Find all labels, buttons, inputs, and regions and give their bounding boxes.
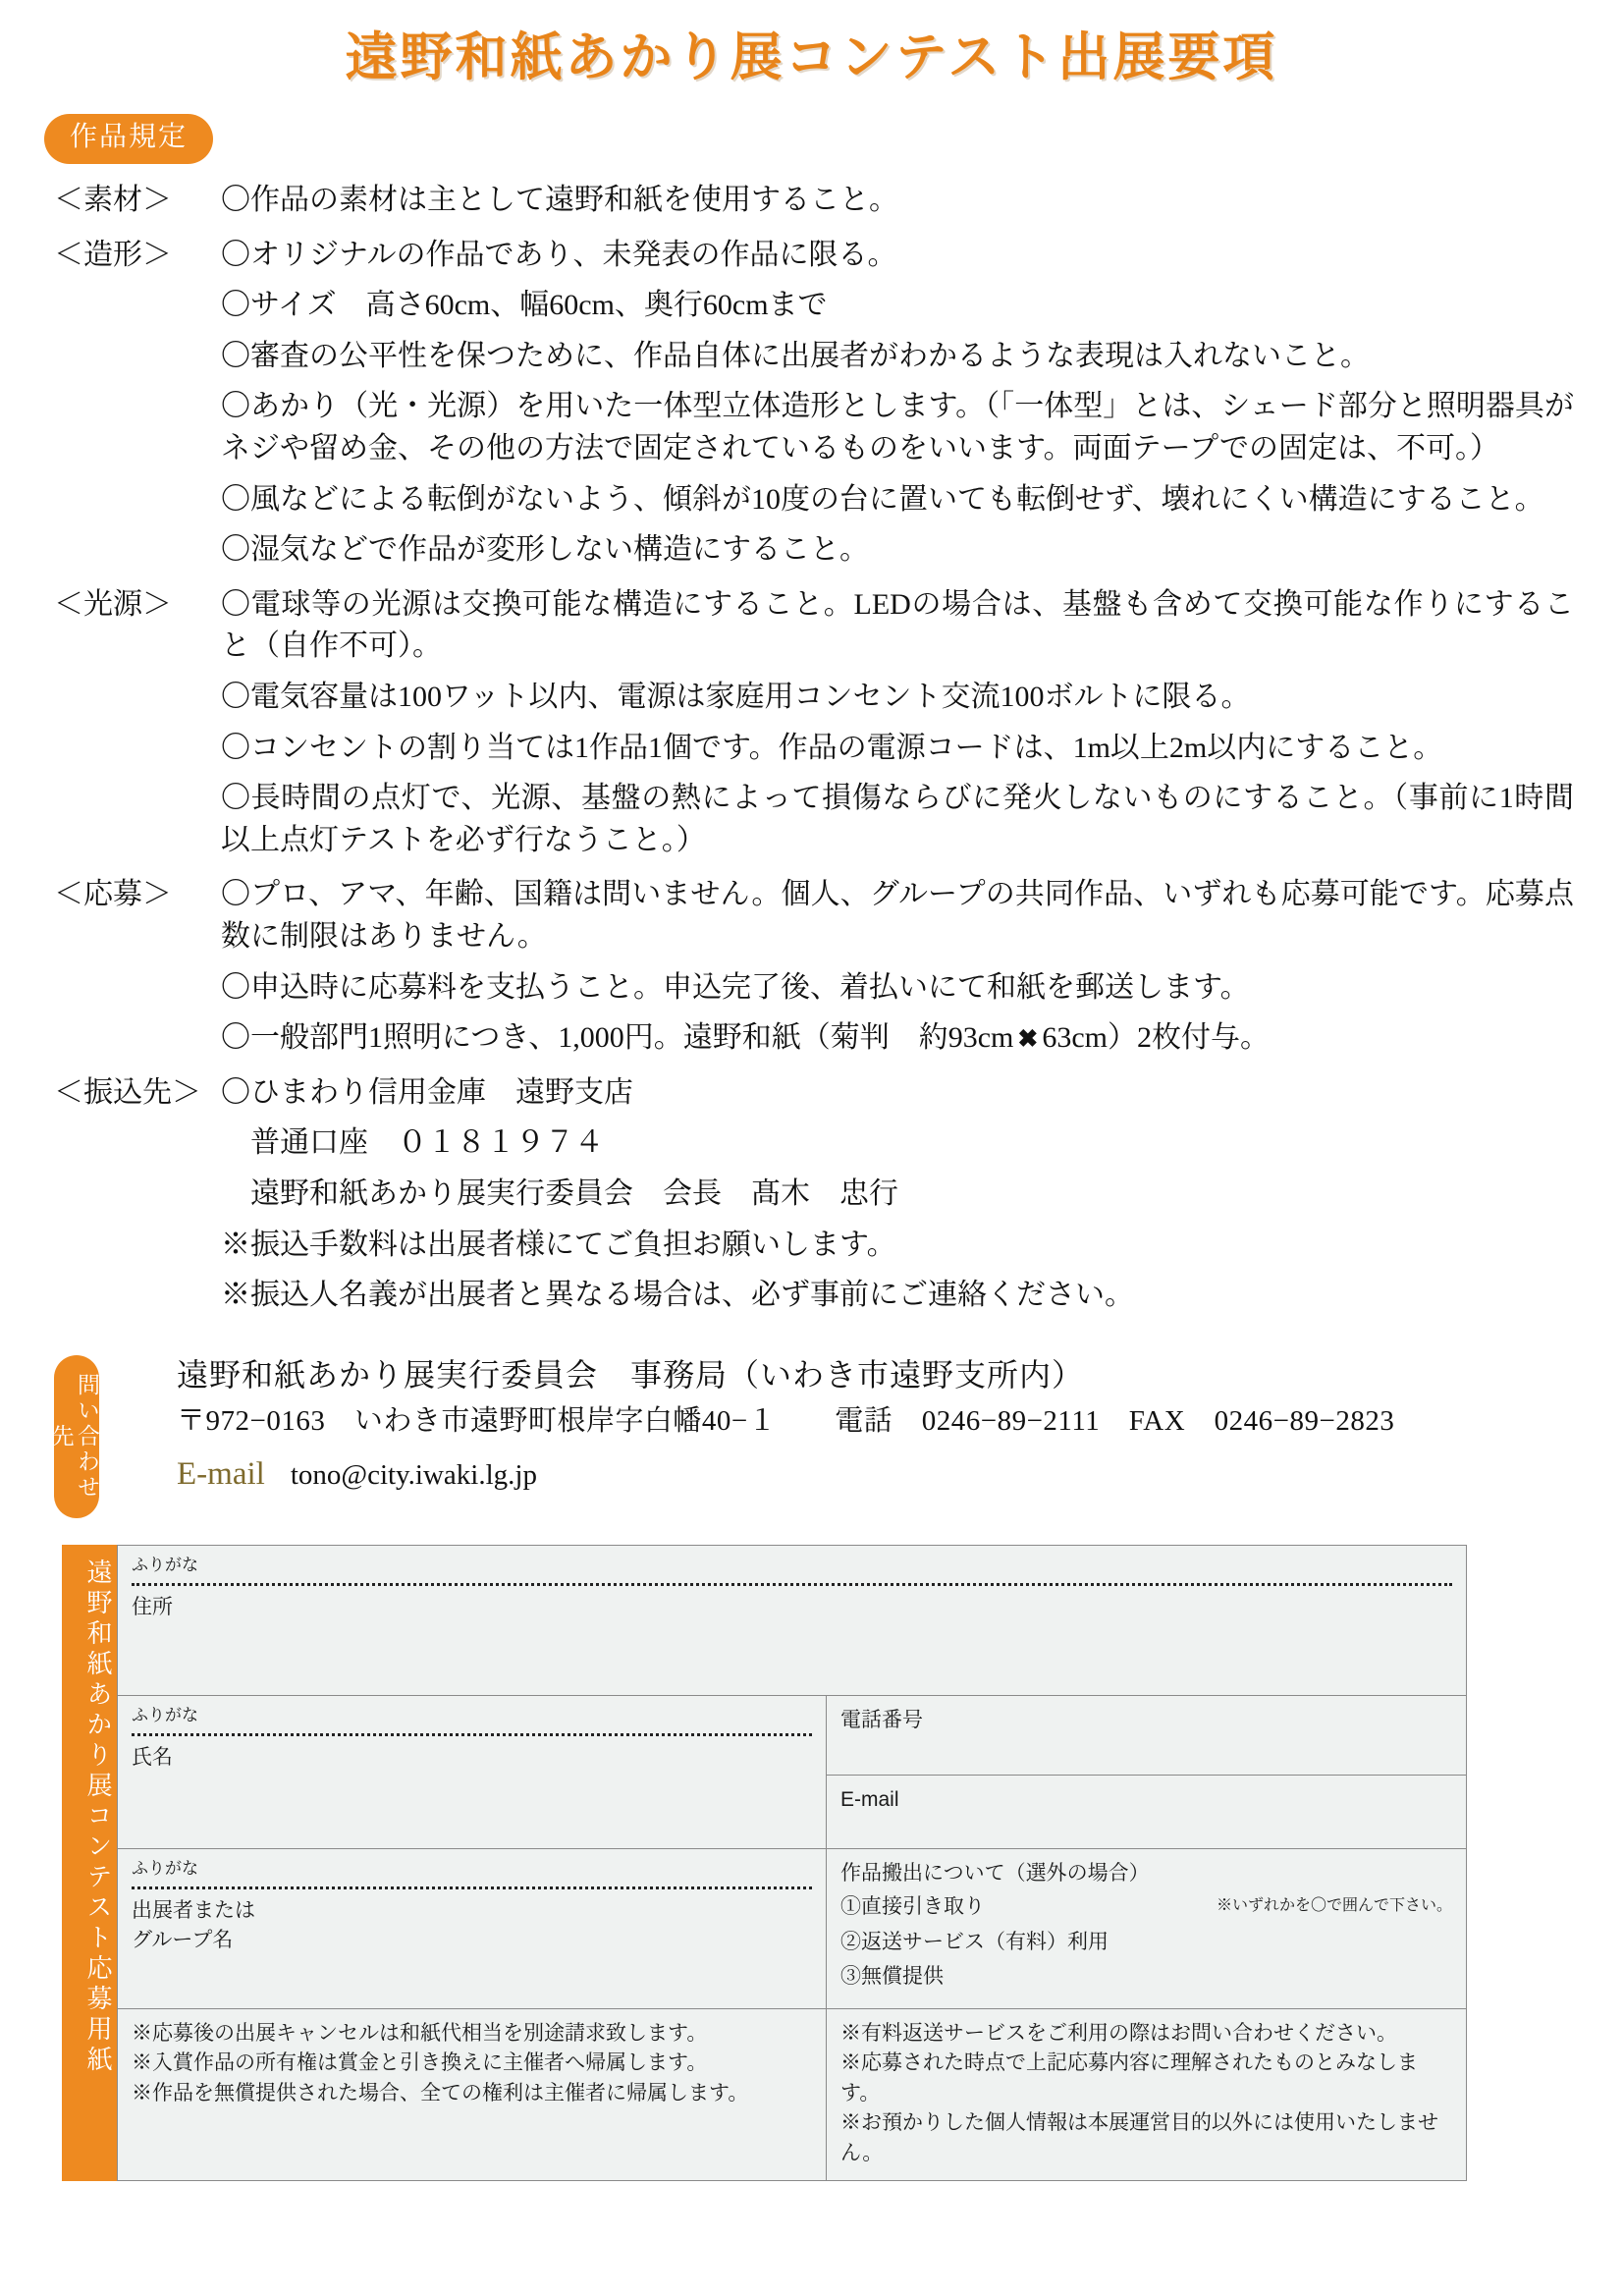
rule-item-fee	[221, 1017, 1574, 1060]
cell-phone[interactable]	[827, 1695, 1467, 1775]
dotted-divider	[132, 1886, 812, 1889]
email-label: E-mail	[177, 1456, 265, 1493]
application-form	[61, 1544, 1467, 2182]
contact-badge: 問い合わせ先	[54, 1355, 99, 1518]
page-title: 遠野和紙あかり展コンテスト出展要項	[345, 29, 1278, 86]
table-row	[118, 1545, 1467, 1695]
cell-name[interactable]	[118, 1695, 827, 1848]
carryout-option-1[interactable]	[840, 1892, 1452, 1922]
rule-body-payment	[221, 1072, 1574, 1326]
rule-row-payment	[54, 1072, 1574, 1326]
rule-item: 普通口座 ０１８１９７４	[221, 1126, 604, 1160]
table-row	[118, 1695, 1467, 1775]
rules-section	[0, 180, 1623, 1326]
fee-prefix: 〇一般部門1照明につき、1,000円。遠野和紙（菊判 約93cm	[221, 1021, 1014, 1055]
dotted-divider	[132, 1733, 812, 1736]
furigana-label: ふりがな	[132, 1555, 198, 1574]
rule-label-material: ＜素材＞	[54, 184, 172, 217]
table-row-notes	[118, 2008, 1467, 2180]
rule-item: 〇作品の素材は主として遠野和紙を使用すること。	[221, 184, 898, 217]
table-row	[118, 1848, 1467, 2008]
rule-item: 〇プロ、アマ、年齢、国籍は問いません。個人、グループの共同作品、いずれも応募可能です。応募点数に制限はありません。	[221, 878, 1574, 953]
cell-address[interactable]	[118, 1545, 1467, 1695]
rule-item: 〇長時間の点灯で、光源、基盤の熱によって損傷ならびに発火しないものにすること。（事前に1時間以上点灯テストを必ず行なうこと。）	[221, 782, 1574, 856]
carryout-note: ※いずれかを〇で囲んで下さい。	[1216, 1897, 1452, 1915]
fee-suffix: 63cm）2枚付与。	[1042, 1021, 1270, 1055]
cell-notes-right	[827, 2008, 1467, 2180]
form-side-label: 遠野和紙あかり展コンテスト応募用紙	[62, 1545, 117, 2181]
carryout-title: 作品搬出について（選外の場合）	[840, 1861, 1150, 1885]
contact-address: 〒972−0163 いわき市遠野町根岸字白幡40−１ 電話 0246−89−2111 FAX 0246−89−2823	[177, 1404, 1395, 1437]
rule-body-material	[221, 180, 1574, 231]
rule-row-material	[54, 180, 1574, 231]
note-item: ※応募後の出展キャンセルは和紙代相当を別途請求致します。	[132, 2021, 708, 2045]
rule-body-application	[221, 874, 1574, 1067]
rule-item: 〇ひまわり信用金庫 遠野支店	[221, 1075, 633, 1109]
rule-item: 〇審査の公平性を保つために、作品自体に出展者がわかるような表現は入れないこと。	[221, 339, 1370, 372]
contact-organization: 遠野和紙あかり展実行委員会 事務局（いわき市遠野支所内）	[177, 1356, 1085, 1393]
rule-row-lightsource	[54, 584, 1574, 871]
application-form-table	[117, 1545, 1467, 2181]
rule-item: 〇コンセントの割り当ては1作品1個です。作品の電源コードは、1m以上2m以内にすること。	[221, 731, 1443, 764]
note-item: ※有料返送サービスをご利用の際はお問い合わせください。	[840, 2021, 1397, 2045]
note-item: ※入賞作品の所有権は賞金と引き換えに主催者へ帰属します。	[132, 2051, 708, 2075]
name-label: 氏名	[132, 1746, 173, 1770]
rule-item: 〇オリジナルの作品であり、未発表の作品に限る。	[221, 238, 897, 271]
rule-item: 〇あかり（光・光源）を用いた一体型立体造形とします。（「一体型」とは、シェード部分と照明器具がネジや留め金、その他の方法で固定されているものをいいます。両面テープでの固定は、不可。）	[221, 390, 1574, 465]
carryout-option-3[interactable]: ③無償提供	[840, 1965, 944, 1989]
rule-item: 〇風などによる転倒がないよう、傾斜が10度の台に置いても転倒せず、壊れにくい構造にすること。	[221, 482, 1544, 516]
cell-exhibitor[interactable]	[118, 1848, 827, 2008]
dotted-divider	[132, 1583, 1452, 1586]
rule-label-payment: ＜振込先＞	[54, 1075, 201, 1109]
rule-item: 〇申込時に応募料を支払うこと。申込完了後、着払いにて和紙を郵送します。	[221, 970, 1250, 1004]
rule-label-form: ＜造形＞	[54, 238, 172, 271]
exhibitor-label-line1: 出展者または	[132, 1899, 255, 1923]
email-field-label: E-mail	[840, 1787, 899, 1811]
rule-item: ※振込人名義が出展者と異なる場合は、必ず事前にご連絡ください。	[221, 1279, 1134, 1312]
note-item: ※作品を無償提供された場合、全ての権利は主催者に帰属します。	[132, 2081, 749, 2105]
rule-label-application: ＜応募＞	[54, 878, 172, 911]
rule-row-application	[54, 874, 1574, 1067]
email-address[interactable]: tono@city.iwaki.lg.jp	[290, 1459, 537, 1492]
section-badge-rules: 作品規定	[44, 114, 213, 164]
rule-label-lightsource: ＜光源＞	[54, 587, 172, 621]
note-item: ※お預かりした個人情報は本展運営目的以外には使用いたしません。	[840, 2111, 1438, 2164]
rule-item: ※振込手数料は出展者様にてご負担お願いします。	[221, 1228, 896, 1261]
contact-section	[0, 1351, 1623, 1518]
multiply-icon: ✖	[1017, 1026, 1039, 1054]
rule-row-form	[54, 235, 1574, 580]
phone-label: 電話番号	[840, 1708, 923, 1731]
carryout-option-1-label: ①直接引き取り	[840, 1895, 985, 1919]
rule-item: 遠野和紙あかり展実行委員会 会長 髙木 忠行	[221, 1176, 898, 1210]
rule-item: 〇電気容量は100ワット以内、電源は家庭用コンセント交流100ボルトに限る。	[221, 681, 1251, 714]
address-label: 住所	[132, 1596, 173, 1619]
rule-item: 〇電球等の光源は交換可能な構造にすること。LEDの場合は、基盤も含めて交換可能な作りにすること（自作不可）。	[221, 587, 1574, 663]
contact-email-row	[177, 1448, 1623, 1501]
rule-item: 〇サイズ 高さ60cm、幅60cm、奥行60cmまで	[221, 289, 828, 322]
rules-badge-row	[0, 86, 1623, 164]
cell-notes-left	[118, 2008, 827, 2180]
exhibitor-label-line2: グループ名	[132, 1928, 234, 1951]
cell-carryout[interactable]	[827, 1848, 1467, 2008]
rule-item: 〇湿気などで作品が変形しない構造にすること。	[221, 533, 869, 567]
furigana-label: ふりがな	[132, 1705, 198, 1724]
cell-email[interactable]	[827, 1775, 1467, 1848]
contact-lines	[54, 1351, 1623, 1502]
carryout-option-2[interactable]: ②返送サービス（有料）利用	[840, 1930, 1109, 1953]
rule-body-form	[221, 235, 1574, 580]
furigana-label: ふりがな	[132, 1858, 198, 1878]
rule-body-lightsource	[221, 584, 1574, 871]
note-item: ※応募された時点で上記応募内容に理解されたものとみなします。	[840, 2051, 1418, 2105]
